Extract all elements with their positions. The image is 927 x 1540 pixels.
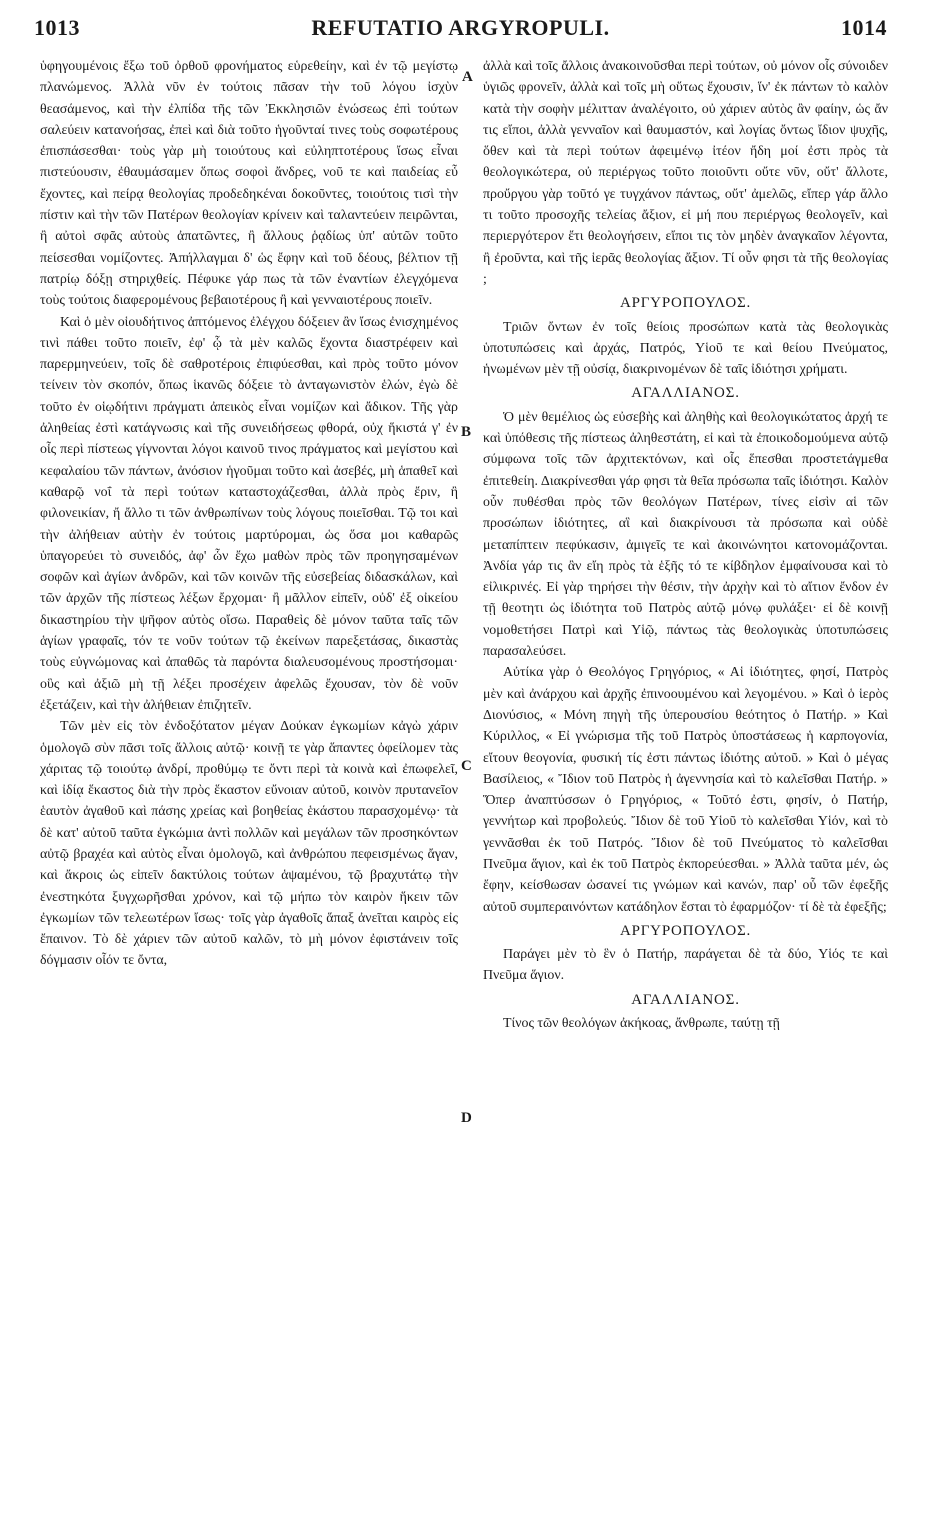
left-paragraph-1: ὑφηγουμένοις ἔξω τοῦ ὀρθοῦ φρονήματος εὑρεθείην, καὶ ἐν τῷ μεγίστῳ πλανώμενος. Ἀλλὰ νῦν ἐν τούτοις πᾶσαν τὴν τοῦ λόγου ἰσχὺν θεασάμενος, καὶ τὴν ἐλπίδα τῆς τῶν Ἐκκλησιῶν ἑνώσεως ἐπὶ τούτων σαλεύειν κατανοήσας, ἐπεὶ καὶ διὰ τοῦτο ἡγοῦνταί τινες τοὺς σοφωτέρους ἐπισπάσεσθαι· τοὺς γὰρ μὴ τοιούτους καὶ εὐληπτοτέρους ἴσως εἶναι πιστεύουσιν, ἐθαυμάσαμεν ὅπως σοφοὶ ἄνδρες, νοῦ τε καὶ παιδείας εὖ ἔχοντες, καὶ πείρᾳ θεολογίας προδεδηκέναι δοκοῦντες, τοιούτοις τισὶ τὴν πίστιν καὶ τὴν τῶν Πατέρων θεολογίαν κρίνειν καὶ ταλαντεύειν πειρῶνται, ἢ αὐτοὶ σφᾶς αὐτοὺς ἀπατῶντες, ἢ ἄλλους ῥᾳδίως ὑπ' αὐτῶν τοῦτο πείσεσθαι νομίζοντες. Ἀπήλλαγμαι δ' ὡς ἔφην καὶ τοῦ δέους, βέλτιον τῇ πατρίῳ δόξῃ στηριχθείς. Πέφυκε γάρ πως τὰ τῶν ἐναντίων ἐλεγχόμενα τοὺς τούτοις διαφερομένους βεβαιοτέρους ἢ καὶ γενναιοτέρους ποιεῖν. bbox=[40, 59, 458, 309]
right-paragraph-4: Αὐτίκα γὰρ ὁ Θεολόγος Γρηγόριος, « Αἱ ἰδιότητες, φησί, Πατρὸς μὲν καὶ ἀνάρχου καὶ ἀρχῆς ἐπινοουμένου καὶ λεγομένου. » Καὶ ὁ ἱερὸς Διονύσιος, « Μόνη πηγὴ τῆς ὑπερουσίου θεότητος ὁ Πατήρ. » Καὶ Κύριλλος, « Εἰ γνώρισμα τῆς τοῦ Πατρὸς ὑποστάσεως ἡ καρπογονία, εἴτουν θεογονία, φυσική τίς ἐστι πάντως ἰδιότης αὐτοῦ. » Καὶ ὁ μέγας Βασίλειος, « Ἴδιον τοῦ Πατρὸς ἡ ἀγεννησία καὶ τὸ καλεῖσθαι Πατήρ. » Ὅπερ ἀναπτύσσων ὁ Γρηγόριος, « Τοῦτό ἐστι, φησίν, ὁ Πατήρ, γεννήτωρ καὶ προβολεύς. Ἴδιον δὲ τοῦ Υἱοῦ τὸ καλεῖσθαι Υἱόν, καὶ τὸ γεννᾶσθαι ἐκ τοῦ Πατρός. Ἴδιον δὲ τοῦ Πνεύματος τὸ καλεῖσθαι Πνεῦμα ἅγιον, καὶ ἐκ τοῦ Πατρὸς ἐκπορεύεσθαι. » Ἀλλὰ ταῦτα μέν, ὡς ἔφην, κείσθωσαν ὡσανεί τις γνώμων καὶ κανών, παρ' οὗ τῶν ἐφεξῆς αὐτοῦ συμπεραινόντων κατάδηλον ἔσται τὸ ἐφαρμόζον· τί δὲ τὰ ἐφεξῆς; bbox=[483, 665, 888, 915]
left-paragraph-3: Τῶν μὲν εἰς τὸν ἐνδοξότατον μέγαν Δούκαν ἐγκωμίων κἀγὼ χάριν ὁμολογῶ σὺν πᾶσι τοῖς ἄλλοις αὐτῷ· κοινῇ τε γὰρ ἅπαντες ὀφείλομεν τὰς χάριτας τῷ τοιούτῳ ἀνδρί, προθύμῳ τε ὄντι περὶ τὰ κοινὰ καὶ ἐπωφελεῖ, καὶ ἰδίᾳ ἕκαστος διὰ τὴν πρὸς ἕκαστον εὔνοιαν αὐτοῦ, κοινὸν πρυτανεῖον ἑαυτὸν ἀγαθοῦ καὶ πάσης χρείας καὶ βοηθείας ἑκάστου παρασχομένῳ· τὰ δὲ κατ' αὐτοῦ ταῦτα ἐγκώμια ἀντὶ πολλῶν καὶ μεγάλων τῶν προσηκόντων αὐτῷ βραχέα καὶ αὐτὸς εἶναι ὁμολογῶ, καὶ ἀνθρώπου πεφεισμένως ἄγαν, καὶ ἄκροις ὡς εἰπεῖν δακτύλοις τούτων ἁψαμένου, τῷ βραχυτάτῳ τὴν ἐνεστηκότα ξυγχωρῆσθαι χρόνον, καὶ τῷ μήπω τὸν καιρὸν ἥκειν τῶν ἐγκωμίων τῶν τελεωτέρων ἴσως· τοῖς γὰρ ἀγαθοῖς ἅπαξ ἀνεῖται καιρὸς εἰς ἔπαινον. Τὸ δὲ χάριεν τῶν αὐτοῦ καλῶν, τὸ μὴ μόνον ἐφιστάνειν τοῖς δόγμασιν οἷόν τε ὄντα, bbox=[40, 719, 458, 969]
left-paragraph-2: Καὶ ὁ μὲν οἱουδήτινος ἀπτόμενος ἐλέγχου δόξειεν ἂν ἴσως ἐνισχημένος τινὶ πάθει τοῦτο ποιεῖν, ἐφ' ᾧ τὰ μὲν καλῶς ἔχοντα διαστρέφειν καὶ παρερμηνεύειν, τοῖς δὲ σαθροτέροις ἐπιφύεσθαι, καὶ πρὸς τοῦτο μόνον τείνειν τὸν σκοπόν, ὅπως ἱκανῶς δόξειε τὸ ἀνταγωνιστὸν ἑλών, ἐγὼ δὲ τοῦτο ἐν οἱῳδήτινι πράγματι ἀπεικὸς εἶναι νομίζων καὶ ἄδικον. Τῆς γὰρ ἀληθείας ἐστὶ κατάγνωσις καὶ τῆς συνειδήσεως φθορά, οὐχ ἥκιστά γ' ἐν οἷς περὶ πίστεως γίγνονται λόγοι καινοῦ τινος πράγματος καὶ μεγίστου καὶ κεφαλαίου τῶν πάντων, ἀνόσιον ἡγοῦμαι τοῦτο καὶ ἀσεβές, μὴ ἁπαθεῖ καὶ καθαρῷ νοΐ τὰ περὶ τούτων καταστοχάζεσθαι, ἀλλὰ πρὸς ἔριν, ἢ φιλονεικίαν, ἤ ἄλλο τι τῶν ἀνθρωπίνων τοὺς λόγους ποιεῖσθαι. Τῷ τοι καὶ τὴν ἀλήθειαν αὐτὴν ἐν τούτοις μαρτύρομαι, ὡς ὅσα μοι καθαρῶς ὑπαγορεύει τὸ συνειδός, ἀφ' ὧν ἔχω μαθὼν πρὸς τῶν προηγησαμένων σοφῶν καὶ ἁγίων ἀνδρῶν, καὶ τῶν κοινῶν τῆς εὐσεβείας διδασκάλων, καὶ τῶν ἀρχῶν τῆς πίστεως λέξων ἔρχομαι· ἢ μᾶλλον εἰπεῖν, οὐδ' ἐξ οἰκείου δικαστηρίου τὴν ψῆφον αὐτὸς οἴσω. Παραθεὶς δὲ μόνον ταῦτα ταῖς τῶν ἁγίων γραφαῖς, τόν τε νοῦν τούτων τῷ ἐκείνων παρεξετάσας, δικαστὰς τοὺς εὐγνώμονας καὶ ἀπαθῶς τὰ παρόντα διαλευσομένους προστήσομαι· οὓς καὶ ἀξιῶ μὴ τῇ λέξει προσέχειν ἀφελῶς ἔχουσαν, τὸν δὲ νοῦν ἐξετάζειν, καὶ τὴν ἀλήθειαν ἐπιζητεῖν. bbox=[40, 314, 458, 713]
right-paragraph-6: Τίνος τῶν θεολόγων ἀκήκοας, ἄνθρωπε, ταύτῃ τῇ bbox=[503, 1016, 780, 1032]
speaker-heading-agallianos-1: ΑΓΑΛΛΙΑΝΟΣ. bbox=[631, 385, 740, 402]
margin-letter-b: B bbox=[461, 424, 472, 440]
margin-letter-c: C bbox=[461, 758, 472, 774]
margin-letter-a: A bbox=[462, 69, 473, 85]
running-header bbox=[34, 8, 887, 48]
right-paragraph-1: ἀλλὰ καὶ τοῖς ἄλλοις ἀνακοινοῦσθαι περὶ τούτων, οὐ μόνον οἷς σύνοιδεν ὑγιῶς φρονεῖν, ἀλλὰ καὶ τοῖς μὴ οὕτως ἔχουσιν, ἵν' ἐκ πάντων τὸ καλὸν κατὰ τὴν σοφὴν μέλιτταν ἀναλέγοιτο, οὐ χάριεν αὐτὸς ἂν φαίην, ὡς ἄν τις εἴποι, ἀλλὰ γενναῖον καὶ θαυμαστόν, καὶ λογίας ὄντως ἴδιον ψυχῆς, ὅθεν καὶ τὰ περὶ τούτων ἀφειμένῳ ἰτέον ἤδη μοί ἐστι πρὸς τὰ θεολογικώτερα, οὐ περιέργως τοῦτο ποιοῦντι οὔτε νῦν, οὔτ' ἄλλοτε, προὔργου γὰρ τοῦτό γε τυγχάνον πάντως, οὔτ' ἀμελῶς, εἴπερ γάρ ἄλλο τι τοῦτο προσοχῆς τελείας ἄξιον, εἰ μή που περιέργως θεολογεῖν, καὶ περιεργότερον ἔτι θεολογήσειν, εἴποι τις τὸν μηδὲν ἀναγκαῖον λέγοντα, ἢ ἐροῦντα, καὶ τῆς ἱερᾶς θεολογίας ἄξιον. Τί οὖν φησι τὰ τῆς θεολογίας ; bbox=[483, 59, 888, 287]
right-paragraph-5: Παράγει μὲν τὸ ἓν ὁ Πατήρ, παράγεται δὲ τὰ δύο, Υἱός τε καὶ Πνεῦμα ἅγιον. bbox=[483, 947, 888, 984]
right-paragraph-2: Τριῶν ὄντων ἐν τοῖς θείοις προσώπων κατὰ τὰς θεολογικὰς ὑποτυπώσεις καὶ ἀρχάς, Πατρός, Υἱοῦ τε καὶ θείου Πνεύματος, ἡνωμένων μὲν τῇ οὐσίᾳ, διακρινομένων δὲ ταῖς ἰδιότησι χρήματι. bbox=[483, 319, 888, 378]
left-column bbox=[40, 56, 458, 972]
page-number-right: 1014 bbox=[841, 15, 887, 40]
speaker-heading-argyropoulos-2: ΑΡΓΥΡΟΠΟΥΛΟΣ. bbox=[619, 922, 752, 939]
right-column bbox=[483, 56, 888, 1034]
right-paragraph-3: Ὁ μὲν θεμέλιος ὡς εὐσεβὴς καὶ ἀληθὴς καὶ θεολογικώτατος ἀρχή τε καὶ ὑπόθεσις τῆς πίστεως ἀληθεστάτη, εἰ καὶ τὰ ἐποικοδομούμενα αὐτῷ σύμφωνα τοῖς τῶν ἀρχιτεκτόνων, καὶ οἷς ἕπεσθαι προστετάγμεθα ἐπιτεθείη. Διακρίνεσθαι γάρ φησι τὰ θεῖα πρόσωπα ταῖς ἰδιότησι. Καλὸν οὖν πυθέσθαι πρὸς τῶν θεολόγων Πατέρων, τίνες εἰσὶν αἱ τῶν προσώπων ἰδιότητες, αἳ καὶ διακρίνουσι τὰ πρόσωπα καὶ οὐδὲ μεταπίπτειν πεφύκασιν, ἀμιγεῖς τε καὶ ἀκοινώνητοι κατονομάζονται. Ἀνδία γάρ τις ἂν εἴη πρὸς τὰ ἑξῆς τό τε κίβδηλον ἐμφαίνουσα καὶ τὸ εἰλικρινές. Εἰ γὰρ τηρήσει τὴν θέσιν, τὴν ἀρχὴν καὶ τὸ αἴτιον ἔνδον ἐν τῇ θεοτητι ὡς ἰδιότητα τοῦ Πατρὸς αὐτῷ μόνῳ φυλάξει· εἰ δὲ κοινῇ νομοθετήσει Πατρὶ καὶ Υἱῷ, πάντως τὰς θεολογικὰς ὑποτυπώσεις παρασαλεύσει. bbox=[483, 409, 888, 660]
speaker-heading-agallianos-2: ΑΓΑΛΛΙΑΝΟΣ. bbox=[631, 991, 740, 1008]
speaker-heading-argyropoulos-1: ΑΡΓΥΡΟΠΟΥΛΟΣ. bbox=[619, 295, 752, 312]
running-title: REFUTATIO ARGYROPULI. bbox=[311, 15, 610, 40]
margin-letter-d: D bbox=[461, 1110, 472, 1126]
page-number-left: 1013 bbox=[34, 15, 80, 40]
